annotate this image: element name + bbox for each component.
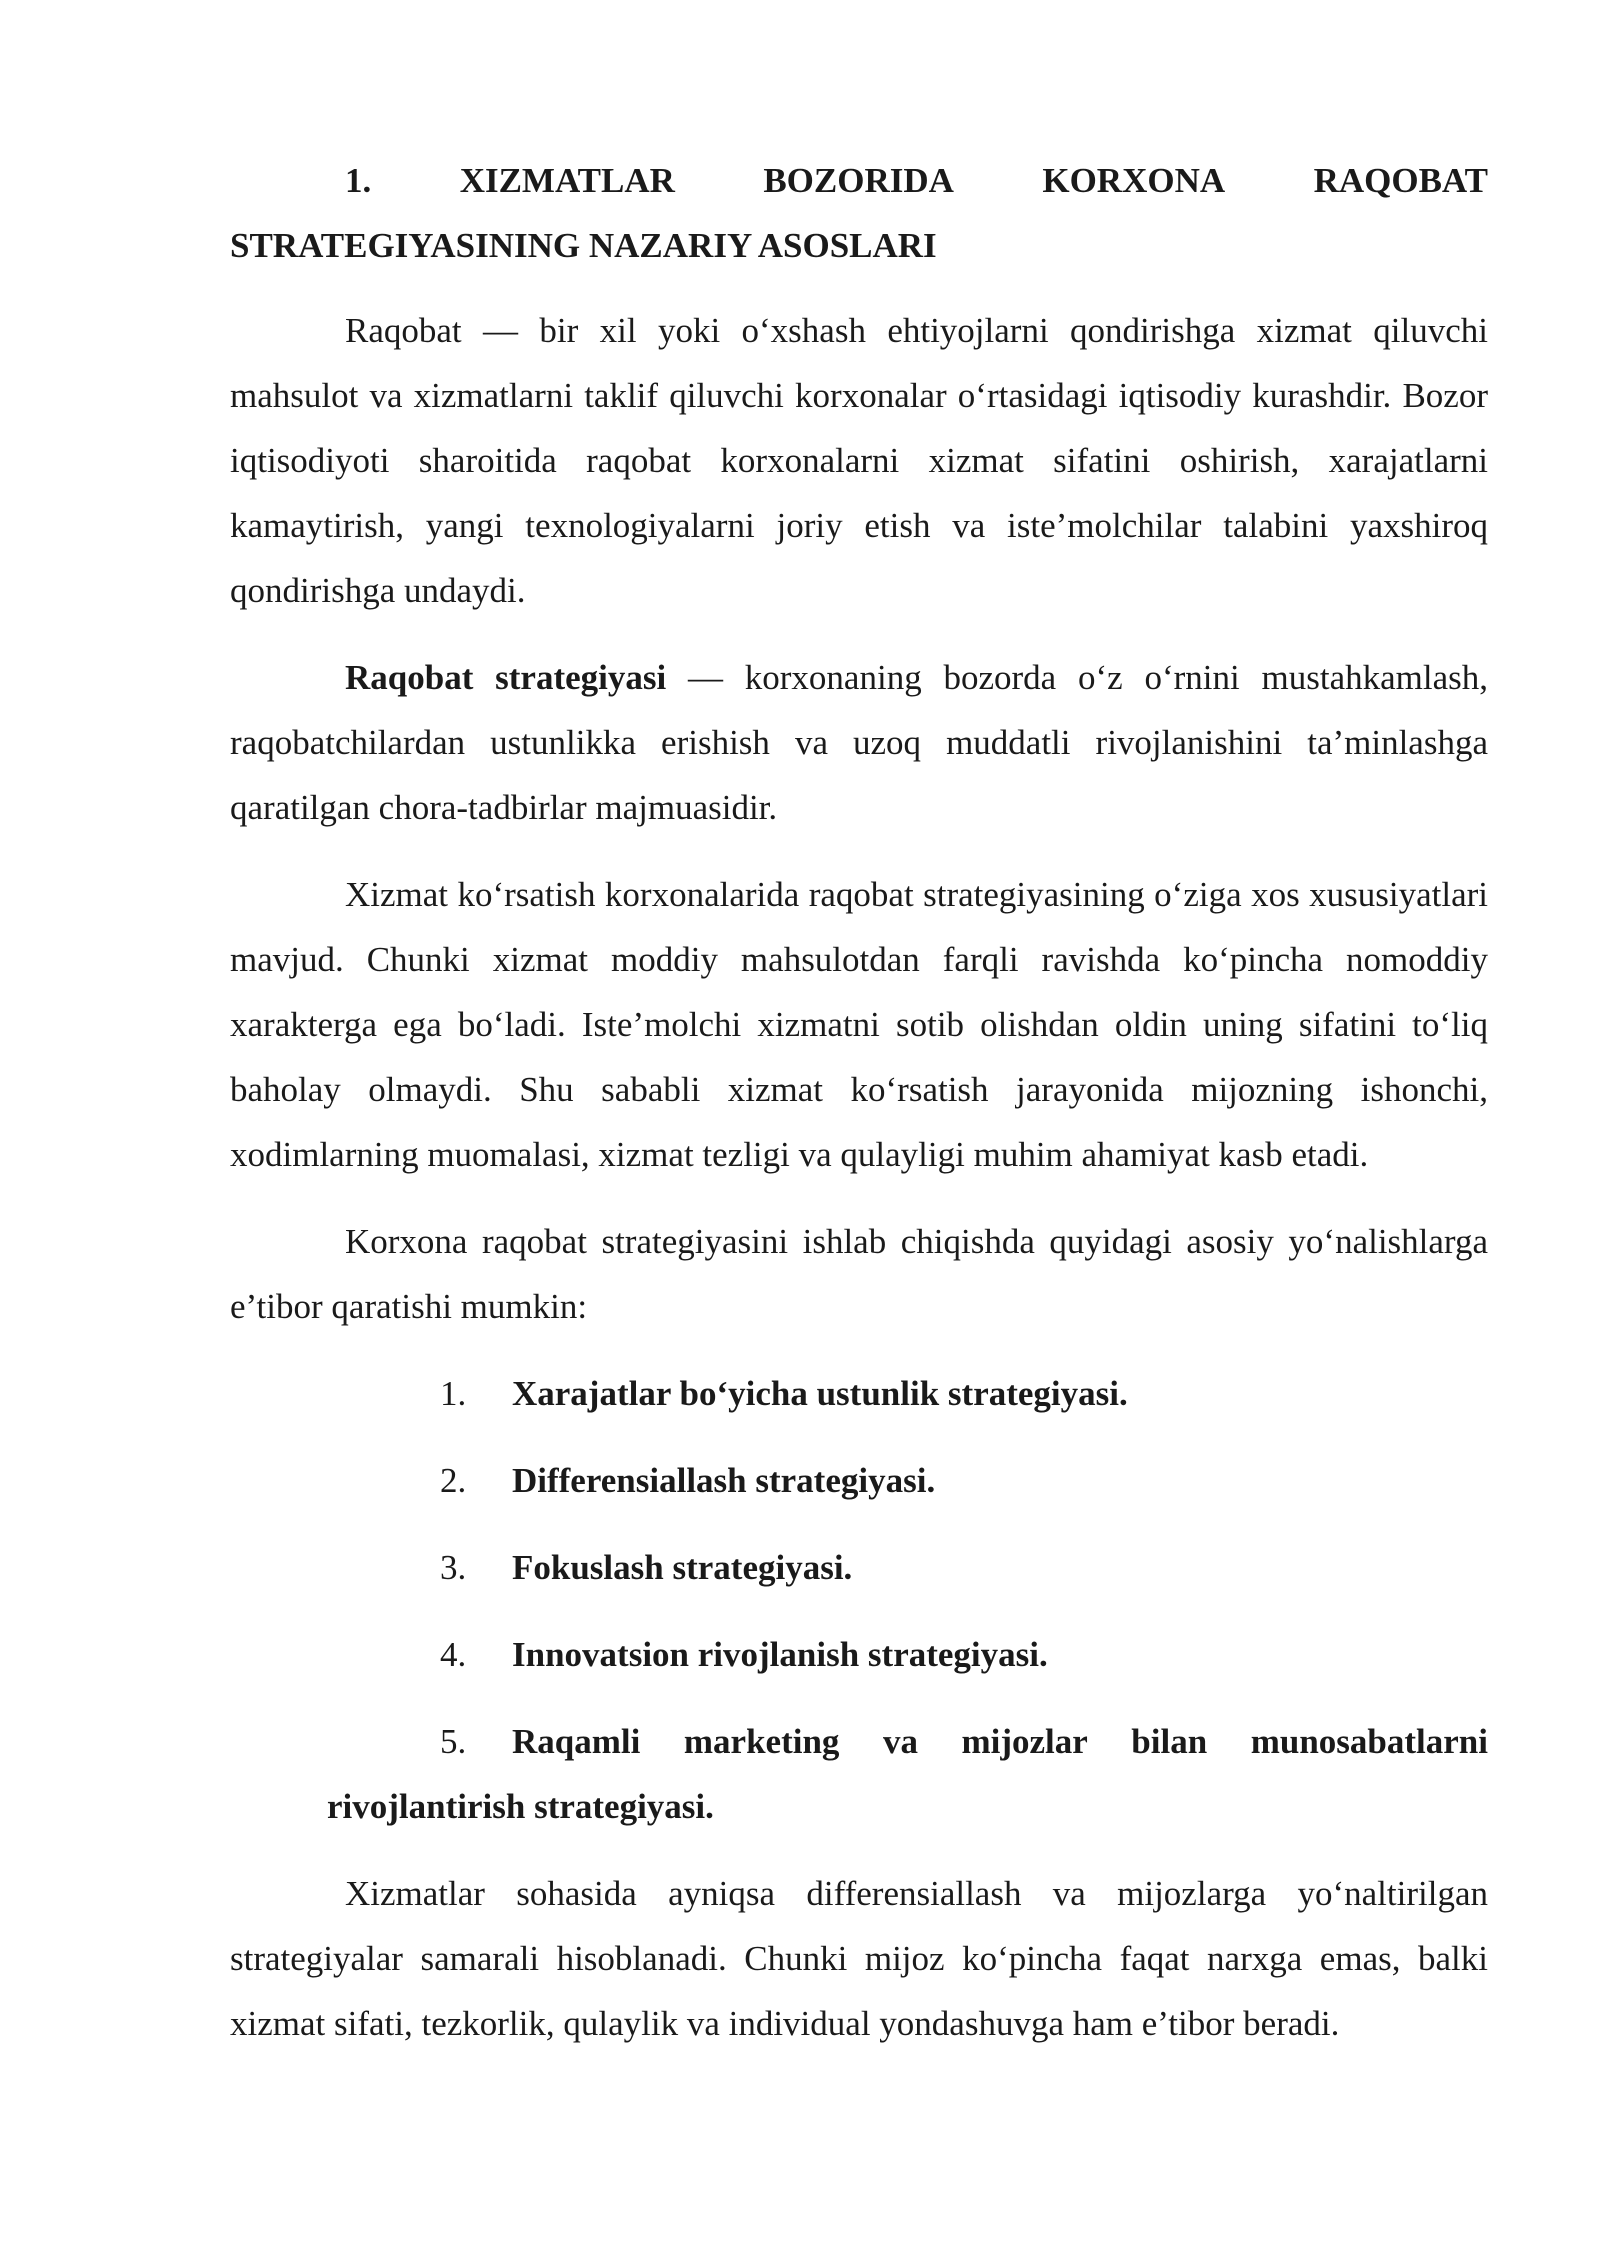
list-word: va xyxy=(882,1722,918,1761)
heading-word: XIZMATLAR xyxy=(459,161,675,200)
heading-word: RAQOBAT xyxy=(1313,161,1488,200)
section-heading xyxy=(230,148,1488,278)
paragraph-directions-intro: Korxona raqobat strategiyasini ishlab chiqishda quyidagi asosiy yo‘nalishlarga e’tibor qaratishi mumkin: xyxy=(230,1222,1488,1326)
heading-line-2: STRATEGIYASINING NAZARIY ASOSLARI xyxy=(230,226,937,265)
heading-number: 1. xyxy=(345,161,372,200)
list-word: munosabatlarni xyxy=(1250,1722,1488,1761)
list-word: marketing xyxy=(683,1722,840,1761)
term-raqobat-strategiyasi: Raqobat strategiyasi xyxy=(345,658,667,697)
paragraph-services-conclusion: Xizmatlar sohasida ayniqsa differensiallash va mijozlarga yo‘naltirilgan strategiyalar samarali hisoblanadi. Chunki mijoz ko‘pincha faqat narxga emas, balki xizmat sifati, tezkorlik, qulaylik va individual yondashuvga ham e’tibor beradi. xyxy=(230,1874,1488,2043)
strategy-list xyxy=(230,1361,1488,1839)
list-item xyxy=(230,1622,1488,1687)
list-number: 1. xyxy=(440,1374,467,1413)
heading-word: BOZORIDA xyxy=(763,161,954,200)
list-number: 3. xyxy=(440,1548,467,1587)
paragraph-raqobat-definition: Raqobat — bir xil yoki o‘xshash ehtiyojlarni qondirishga xizmat qiluvchi mahsulot va xizmatlarni taklif qiluvchi korxonalar o‘rtasidagi iqtisodiy kurashdir. Bozor iqtisodiyoti sharoitida raqobat korxonalarni xizmat sifatini oshirish, xarajatlarni kamaytirish, yangi texnologiyalarni joriy etish va iste’molchilar talabini yaxshiroq qondirishga undaydi. xyxy=(230,311,1488,610)
list-word: bilan xyxy=(1131,1722,1208,1761)
list-label: Differensiallash strategiyasi. xyxy=(512,1461,936,1500)
document-page xyxy=(230,148,1488,2078)
list-label: Fokuslash strategiyasi. xyxy=(512,1548,853,1587)
list-label: Xarajatlar bo‘yicha ustunlik strategiyasi. xyxy=(512,1374,1128,1413)
list-number: 2. xyxy=(440,1461,467,1500)
list-label-continuation: rivojlantirish strategiyasi. xyxy=(327,1787,714,1826)
list-word: Raqamli xyxy=(512,1722,641,1761)
list-word: mijozlar xyxy=(961,1722,1088,1761)
list-number: 5. xyxy=(440,1722,467,1761)
list-item xyxy=(230,1361,1488,1426)
list-label: Innovatsion rivojlanish strategiyasi. xyxy=(512,1635,1048,1674)
list-number: 4. xyxy=(440,1635,467,1674)
list-item xyxy=(230,1709,1488,1839)
list-item xyxy=(230,1448,1488,1513)
list-item xyxy=(230,1535,1488,1600)
heading-line-1 xyxy=(230,148,1488,213)
paragraph-strategy-definition xyxy=(230,645,1488,840)
paragraph-service-features: Xizmat ko‘rsatish korxonalarida raqobat strategiyasining o‘ziga xos xususiyatlari mavjud. Chunki xizmat moddiy mahsulotdan farqli ravishda ko‘pincha nomoddiy xarakterga ega bo‘ladi. Iste’molchi xizmatni sotib olishdan oldin uning sifatini to‘liq baholay olmaydi. Shu sababli xizmat ko‘rsatish jarayonida mijozning ishonchi, xodimlarning muomalasi, xizmat tezligi va qulayligi muhim ahamiyat kasb etadi. xyxy=(230,875,1488,1174)
heading-word: KORXONA xyxy=(1042,161,1226,200)
definition-text: — korxonaning bozorda o‘z o‘rnini mustahkamlash, raqobatchilardan ustunlikka erishish va uzoq muddatli rivojlanishini ta’minlashga qaratilgan chora-tadbirlar majmuasidir. xyxy=(230,658,1488,827)
